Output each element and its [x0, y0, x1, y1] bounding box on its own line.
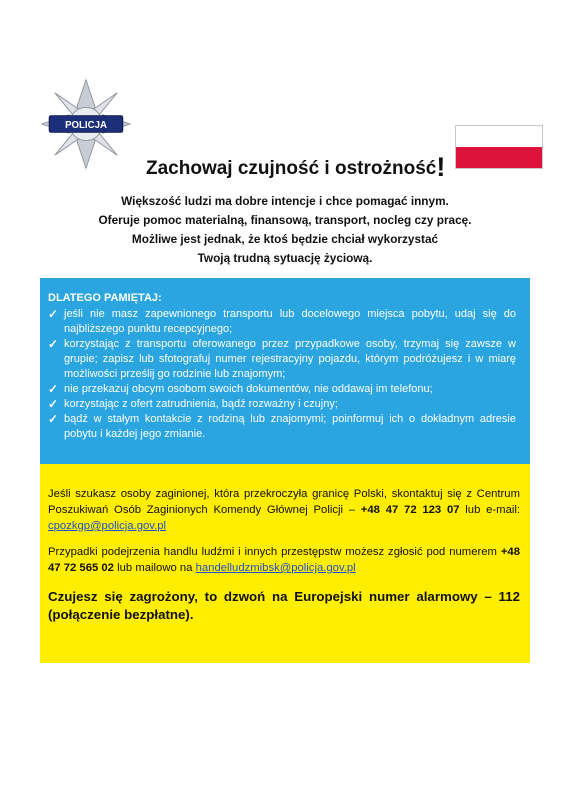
intro-line: Możliwe jest jednak, że ktoś będzie chciał wykorzystać: [131, 232, 439, 246]
flag-white-stripe: [456, 126, 542, 147]
trafficking-phone: +48 47 72 565 02: [48, 546, 520, 574]
list-item-text: nie przekazuj obcym osobom swoich dokumentów, nie oddawaj im telefonu;: [64, 383, 433, 395]
list-item: [48, 337, 516, 382]
exclamation-mark: !: [436, 152, 446, 182]
flag-red-stripe: [456, 147, 542, 168]
list-item-text: bądź w stałym kontakcie z rodziną lub znajomymi; poinformuj ich o dokładnym adresie pobytu i każdej jego zmianie.: [64, 413, 516, 440]
list-item-text: jeśli nie masz zapewnionego transportu lub docelowego miejsca pobytu, udaj się do najbliższego punktu recepcyjnego;: [64, 308, 516, 335]
missing-persons-text: Jeśli szukasz osoby zaginionej, która przekroczyła granicę Polski, skontaktuj się z Centrum Poszukiwań Osób Zaginionych Komendy Głównej Policji –: [48, 488, 520, 516]
intro-line: Większość ludzi ma dobre intencje i chce pomagać innym.: [121, 194, 449, 208]
contact-section: [40, 464, 530, 663]
list-item: [48, 412, 516, 442]
checkmark-icon: ✓: [48, 337, 59, 351]
missing-persons-or: lub e-mail:: [459, 504, 521, 516]
missing-persons-email-link[interactable]: cpozkgp@policja.gov.pl: [48, 520, 167, 532]
list-item: [48, 397, 516, 412]
missing-persons-phone: +48 47 72 123 07: [360, 504, 460, 516]
intro-text: [60, 192, 510, 268]
trafficking-email-link[interactable]: handelludzmibsk@policja.gov.pl: [195, 562, 356, 574]
page-title-text: Zachowaj czujność i ostrożność: [146, 158, 437, 179]
page-title: [146, 150, 445, 181]
intro-line: Oferuje pomoc materialną, finansową, transport, nocleg czy pracę.: [98, 213, 472, 227]
trafficking-text: Przypadki podejrzenia handlu ludźmi i innych przestępstw możesz zgłosić pod numerem: [48, 546, 501, 558]
list-item: [48, 382, 516, 397]
intro-line: Twoją trudną sytuację życiową.: [197, 251, 373, 265]
checkmark-icon: ✓: [48, 397, 59, 411]
remember-list: [48, 307, 516, 442]
remember-section: [40, 278, 530, 464]
checkmark-icon: ✓: [48, 412, 59, 426]
police-badge-logo: [40, 78, 132, 170]
trafficking-paragraph: [48, 544, 520, 576]
list-item-text: korzystając z transportu oferowanego przez przypadkowe osoby, trzymaj się zawsze w grupie; zapisz lub sfotografuj numer rejestracyjny pojazdu, którym podróżujesz i w miarę możliwości prześlij go rodzinie lub znajomym;: [64, 338, 516, 380]
remember-heading: DLATEGO PAMIĘTAJ:: [48, 292, 162, 304]
list-item-text: korzystając z ofert zatrudnienia, bądź rozważny i czujny;: [64, 398, 338, 410]
checkmark-icon: ✓: [48, 382, 59, 396]
missing-persons-paragraph: [48, 486, 520, 534]
emergency-notice: Czujesz się zagrożony, to dzwoń na Europejski numer alarmowy – 112 (połączenie bezpłatne).: [48, 589, 520, 622]
list-item: [48, 307, 516, 337]
badge-label: POLICJA: [65, 120, 107, 132]
polish-flag: [455, 125, 543, 169]
trafficking-or: lub mailowo na: [113, 562, 196, 574]
checkmark-icon: ✓: [48, 307, 59, 321]
